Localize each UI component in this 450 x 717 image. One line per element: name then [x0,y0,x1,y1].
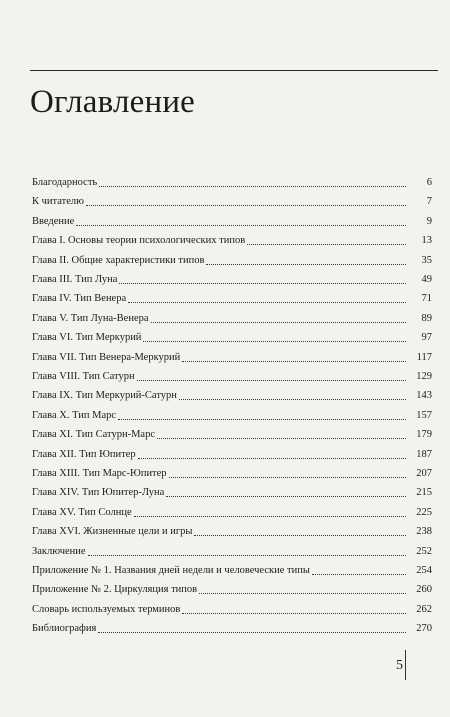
toc-entry[interactable] [32,602,432,616]
toc-entry-page: 260 [416,584,432,596]
toc-entry-page: 262 [416,603,432,615]
toc-entry-title: Словарь используемых терминов [32,603,181,615]
toc-entry[interactable] [32,524,432,538]
toc-dot-leader [169,468,406,478]
toc-entry-page: 215 [416,487,432,499]
toc-entry-title: Глава X. Тип Марс [32,409,117,421]
toc-entry-page: 270 [416,623,432,635]
toc-entry-title: Глава IX. Тип Меркурий-Сатурн [32,390,177,402]
toc-dot-leader [98,623,406,633]
toc-dot-leader [76,216,406,226]
toc-entry-page: 179 [416,429,432,441]
toc-dot-leader [182,604,406,614]
toc-dot-leader [86,196,406,206]
toc-entry-title: Приложение № 2. Циркуляция типов [32,584,198,596]
toc-entry-title: Заключение [32,545,86,557]
toc-entry-title: Глава V. Тип Луна-Венера [32,312,149,324]
toc-dot-leader [157,429,406,439]
toc-entry-page: 157 [416,409,432,421]
toc-entry[interactable] [32,175,432,189]
toc-entry-title: К читателю [32,196,84,208]
toc-entry-page: 9 [426,215,432,227]
toc-entry-title: Глава IV. Тип Венера [32,293,127,305]
toc-dot-leader [118,410,406,420]
toc-entry[interactable] [32,233,432,247]
toc-dot-leader [134,507,406,517]
toc-entry-title: Библиография [32,623,97,635]
toc-dot-leader [179,390,406,400]
toc-entry[interactable] [32,505,432,519]
toc-entry-page: 225 [416,506,432,518]
toc-entry-title: Глава VIII. Тип Сатурн [32,371,135,382]
toc-dot-leader [119,274,406,284]
toc-entry-page: 207 [416,468,432,479]
toc-entry-title: Глава XV. Тип Солнце [32,506,132,518]
toc-entry[interactable] [32,388,432,402]
toc-entry-title: Глава III. Тип Луна [32,274,118,285]
toc-entry[interactable] [32,427,432,441]
toc-entry-title: Глава XVI. Жизненные цели и игры [32,526,193,538]
toc-entry-title: Благодарность [32,177,98,188]
toc-entry-title: Глава VII. Тип Венера-Меркурий [32,351,181,363]
toc-entry[interactable] [32,369,432,383]
toc-dot-leader [206,255,406,265]
toc-entry-page: 187 [416,448,432,460]
toc-entry[interactable] [32,272,432,286]
toc-entry[interactable] [32,466,432,480]
toc-entry-page: 252 [416,545,432,557]
toc-entry[interactable] [32,330,432,344]
toc-entry[interactable] [32,194,432,208]
top-rule [30,70,438,71]
toc-entry[interactable] [32,350,432,364]
folio-divider [405,650,406,680]
toc-dot-leader [99,177,406,187]
toc-entry-page: 254 [416,565,432,576]
toc-dot-leader [128,293,406,303]
toc-dot-leader [143,332,406,342]
toc-entry-page: 97 [421,332,432,344]
toc-entry[interactable] [32,214,432,228]
toc-entry-page: 143 [416,390,432,402]
toc-entry-page: 71 [421,293,432,305]
toc-dot-leader [151,313,406,323]
toc-entry-title: Глава VI. Тип Меркурий [32,332,142,344]
toc-entry-title: Глава XIV. Тип Юпитер-Луна [32,487,165,499]
toc-entry[interactable] [32,447,432,461]
toc-entry-page: 238 [416,526,432,538]
toc-entry[interactable] [32,485,432,499]
toc-entry-title: Введение [32,215,75,227]
toc-entry-page: 49 [421,274,432,285]
toc-entry[interactable] [32,582,432,596]
toc-entry-title: Глава I. Основы теории психологических типов [32,235,246,247]
toc-entry-page: 117 [416,351,432,363]
toc-entry-page: 35 [421,254,432,266]
toc-entry[interactable] [32,291,432,305]
toc-entry-title: Глава II. Общие характеристики типов [32,254,205,266]
toc-dot-leader [312,565,406,575]
page-number: 5 [396,658,403,673]
toc-dot-leader [247,235,406,245]
toc-entry-title: Глава XI. Тип Сатурн-Марс [32,429,155,441]
toc-dot-leader [137,371,406,381]
toc-entry[interactable] [32,253,432,267]
toc-entry[interactable] [32,311,432,325]
toc-entry-title: Глава XIII. Тип Марс-Юпитер [32,468,167,479]
toc-dot-leader [166,487,406,497]
toc-entry-page: 89 [421,312,432,324]
toc-dot-leader [182,352,406,362]
toc-entry[interactable] [32,544,432,558]
toc-entry[interactable] [32,408,432,422]
toc-dot-leader [138,449,406,459]
page-title: Оглавление [30,84,196,120]
toc-dot-leader [88,546,406,556]
toc-entry-page: 6 [426,177,432,188]
toc-dot-leader [194,526,406,536]
toc-entry-title: Приложение № 1. Названия дней недели и человеческие типы [32,565,310,576]
toc-entry[interactable] [32,563,432,577]
toc-dot-leader [199,584,406,594]
toc-entry[interactable] [32,621,432,635]
toc-entry-page: 13 [421,235,432,247]
toc-entry-title: Глава XII. Тип Юпитер [32,448,136,460]
toc-entry-page: 7 [426,196,432,208]
toc-entry-page: 129 [416,371,432,382]
